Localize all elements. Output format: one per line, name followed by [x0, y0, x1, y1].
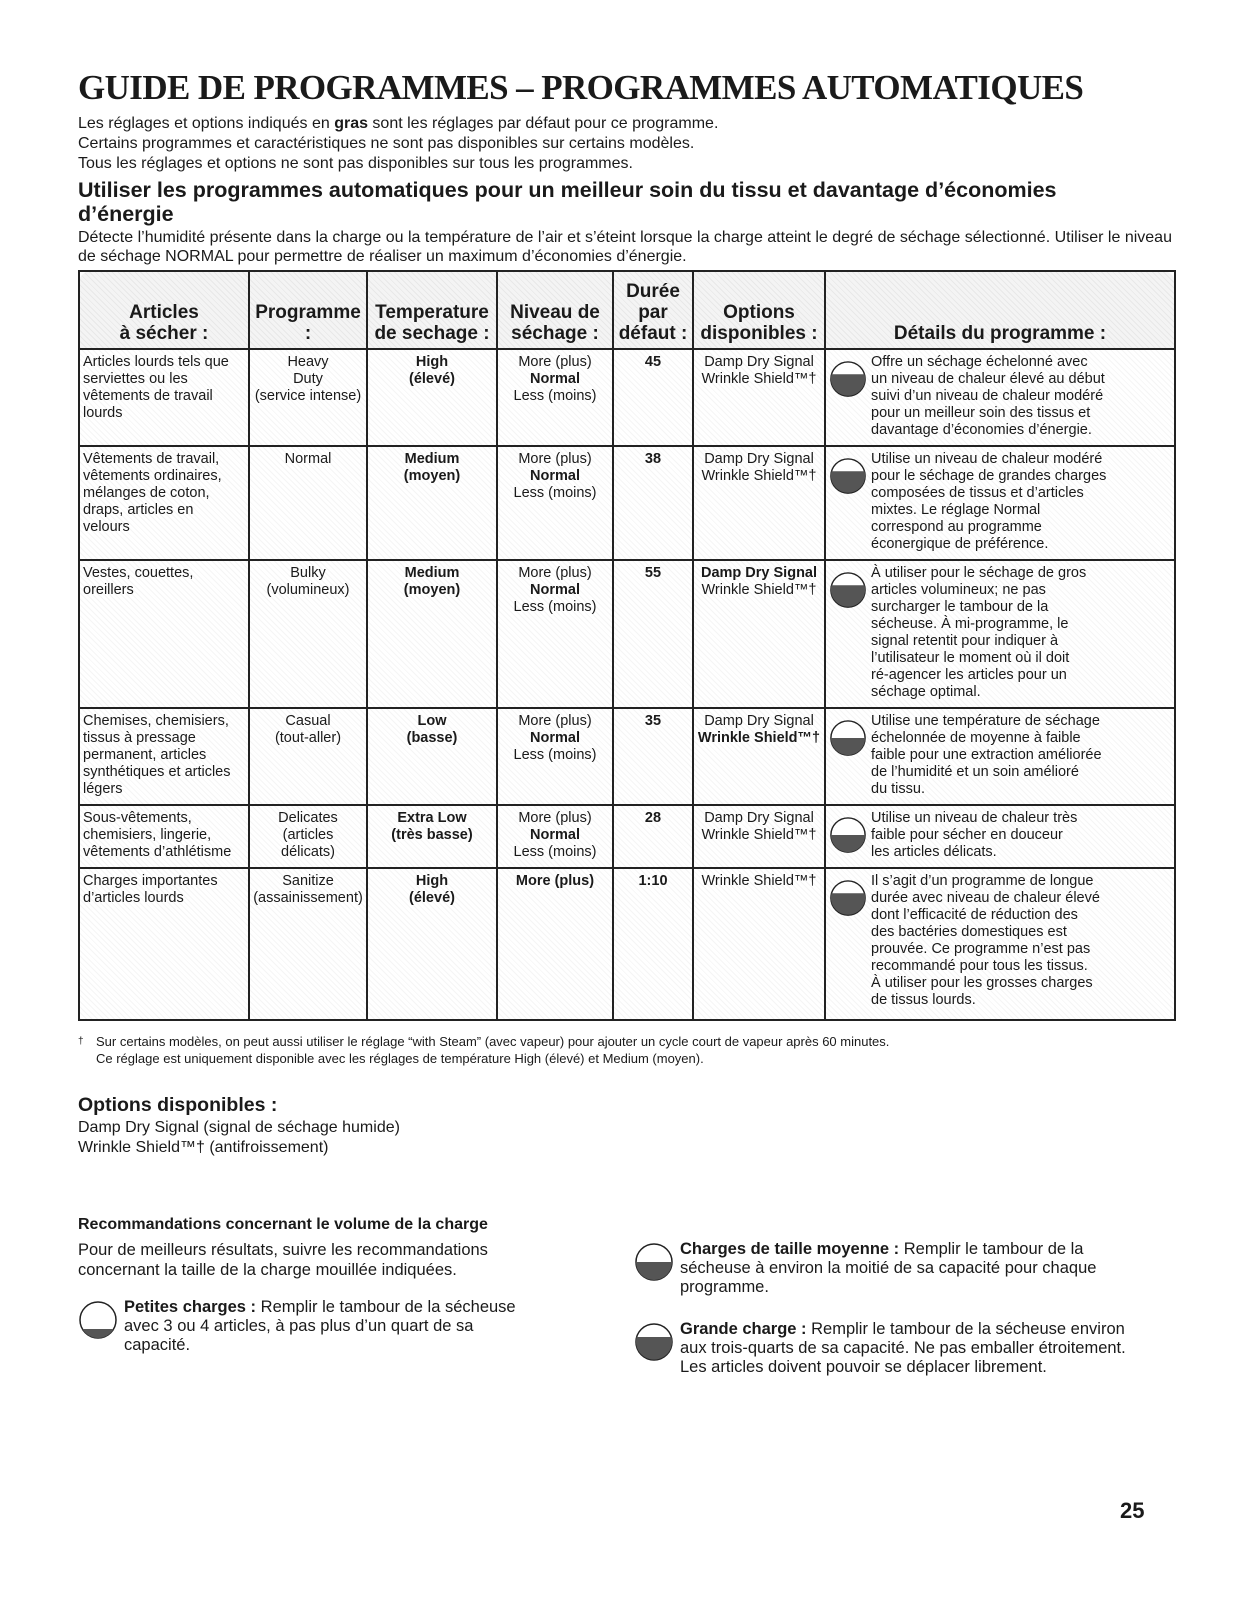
cell-details: Utilise une température de séchage échelonnée de moyenne à faible faible pour une extraction améliorée de l’humidité et un soin amélioré du tissu. [825, 708, 1175, 805]
cell-articles: Chemises, chemisiers, tissus à pressage permanent, articles synthétiques et articles légers [79, 708, 249, 805]
recommendations-title: Recommandations concernant le volume de la charge [78, 1216, 488, 1233]
cell-options: Damp Dry Signal Wrinkle Shield™† [693, 708, 825, 805]
cell-details: À utiliser pour le séchage de gros articles volumineux; ne pas surcharger le tambour de la sécheuse. À mi-programme, le signal retentit pour indiquer à l’utilisateur le moment où il doit ré-agencer les articles pour un séchage optimal. [825, 560, 1175, 708]
cell-temperature: Extra Low (très basse) [367, 805, 497, 868]
cell-programme: Delicates (articles délicats) [249, 805, 367, 868]
large-load-icon [634, 1322, 674, 1362]
cell-programme: Sanitize (assainissement) [249, 868, 367, 1020]
footnote-line-2: Ce réglage est uniquement disponible avec les réglages de température High (élevé) et Medium (moyen). [96, 1051, 704, 1066]
medium-load-icon [829, 816, 867, 854]
large-load-icon [829, 571, 867, 609]
recommendations-intro: Pour de meilleurs résultats, suivre les recommandations concernant la taille de la charge mouillée indiquées. [78, 1241, 488, 1279]
cell-niveau: More (plus) Normal Less (moins) [497, 446, 613, 560]
large-load-recommendation: Grande charge : Remplir le tambour de la sécheuse environ aux trois-quarts de sa capacité. Ne pas emballer étroitement. Les articles doivent pouvoir se déplacer librement. [634, 1320, 1134, 1377]
cell-temperature: Low (basse) [367, 708, 497, 805]
cell-temperature: High (élevé) [367, 349, 497, 446]
cell-niveau: More (plus) [497, 868, 613, 1020]
cell-articles: Vestes, couettes, oreillers [79, 560, 249, 708]
bold-keyword: gras [334, 115, 368, 132]
medium-load-recommendation: Charges de taille moyenne : Remplir le tambour de la sécheuse à environ la moitié de sa capacité pour chaque programme. [634, 1240, 1134, 1297]
header-details: Détails du programme : [825, 271, 1175, 349]
cell-niveau: More (plus) Normal Less (moins) [497, 560, 613, 708]
intro-line-2: Certains programmes et caractéristiques ne sont pas disponibles sur certains modèles. [78, 135, 695, 152]
page-title: GUIDE DE PROGRAMMES – PROGRAMMES AUTOMATIQUES [78, 68, 1084, 107]
table-row [79, 349, 1175, 446]
cell-details: Il s’agit d’un programme de longue durée avec niveau de chaleur élevé dont l’efficacité de réduction des des bactéries domestiques est prouvée. Ce programme n’est pas recommandé pour tous les tissus. À utiliser pour les grosses charges de tissus lourds. [825, 868, 1175, 1020]
cell-niveau: More (plus) Normal Less (moins) [497, 349, 613, 446]
large-load-icon [829, 360, 867, 398]
cell-duree: 1:10 [613, 868, 693, 1020]
footnote [78, 1033, 889, 1067]
cell-duree: 38 [613, 446, 693, 560]
cell-articles: Charges importantes d’articles lourds [79, 868, 249, 1020]
cell-niveau: More (plus) Normal Less (moins) [497, 805, 613, 868]
cell-programme: Normal [249, 446, 367, 560]
footnote-line-1: † Sur certains modèles, on peut aussi utiliser le réglage “with Steam” (avec vapeur) pour ajouter un cycle court de vapeur après 60 minutes. [78, 1034, 890, 1049]
table-row [79, 446, 1175, 560]
cell-duree: 28 [613, 805, 693, 868]
cell-details: Offre un séchage échelonné avec un niveau de chaleur élevé au début suivi d’un niveau de chaleur modéré pour un meilleur soin des tissus et davantage d’économies d’énergie. [825, 349, 1175, 446]
intro-line-3: Tous les réglages et options ne sont pas disponibles sur tous les programmes. [78, 155, 633, 172]
header-niveau: Niveau de séchage : [497, 271, 613, 349]
small-load-recommendation: Petites charges : Remplir le tambour de la sécheuse avec 3 ou 4 articles, à pas plus d’un quart de sa capacité. [78, 1298, 518, 1355]
list-item: Wrinkle Shield™† (antifroissement) [78, 1139, 329, 1156]
cell-niveau: More (plus) Normal Less (moins) [497, 708, 613, 805]
medium-load-icon [829, 719, 867, 757]
section-description: Détecte l’humidité présente dans la charge ou la température de l’air et s’éteint lorsque la charge atteint le degré de séchage sélectionné. Utiliser le niveau de séchage NORMAL pour permettre de réaliser un maximum d’économies d’énergie. [78, 229, 1172, 265]
cell-temperature: High (élevé) [367, 868, 497, 1020]
cell-temperature: Medium (moyen) [367, 446, 497, 560]
large-load-icon [829, 457, 867, 495]
cell-temperature: Medium (moyen) [367, 560, 497, 708]
cell-options: Damp Dry Signal Wrinkle Shield™† [693, 805, 825, 868]
intro-line-1: Les réglages et options indiqués en gras sont les réglages par défaut pour ce programme. [78, 115, 719, 132]
cell-articles: Sous-vêtements, chemisiers, lingerie, vêtements d’athlétisme [79, 805, 249, 868]
options-list [78, 1118, 400, 1158]
cell-duree: 35 [613, 708, 693, 805]
table-row [79, 708, 1175, 805]
list-item: Damp Dry Signal (signal de séchage humide) [78, 1119, 400, 1136]
cell-articles: Articles lourds tels que serviettes ou les vêtements de travail lourds [79, 349, 249, 446]
medium-load-icon [634, 1242, 674, 1282]
cell-details: Utilise un niveau de chaleur modéré pour le séchage de grandes charges composées de tissus et d’articles mixtes. Le réglage Normal correspond au programme éconergique de préférence. [825, 446, 1175, 560]
header-options: Options disponibles : [693, 271, 825, 349]
table-row [79, 868, 1175, 1020]
table-row [79, 560, 1175, 708]
cell-options: Damp Dry Signal Wrinkle Shield™† [693, 446, 825, 560]
page-number: 25 [1120, 1498, 1145, 1523]
cell-programme: Heavy Duty (service intense) [249, 349, 367, 446]
options-title: Options disponibles : [78, 1094, 278, 1116]
header-programme: Programme : [249, 271, 367, 349]
cell-articles: Vêtements de travail, vêtements ordinaires, mélanges de coton, draps, articles en velours [79, 446, 249, 560]
cell-programme: Casual (tout-aller) [249, 708, 367, 805]
cell-details: Utilise un niveau de chaleur très faible pour sécher en douceur les articles délicats. [825, 805, 1175, 868]
cell-duree: 45 [613, 349, 693, 446]
cell-options: Damp Dry Signal Wrinkle Shield™† [693, 349, 825, 446]
table-header-row [79, 271, 1175, 349]
table-row [79, 805, 1175, 868]
header-temperature: Temperature de sechage : [367, 271, 497, 349]
intro-text [78, 114, 718, 174]
large-load-icon [829, 879, 867, 917]
cell-options: Wrinkle Shield™† [693, 868, 825, 1020]
cell-duree: 55 [613, 560, 693, 708]
header-duree: Durée par défaut : [613, 271, 693, 349]
header-articles: Articles à sécher : [79, 271, 249, 349]
cell-programme: Bulky (volumineux) [249, 560, 367, 708]
small-load-icon [78, 1300, 118, 1340]
cell-options: Damp Dry Signal Wrinkle Shield™† [693, 560, 825, 708]
program-guide-table [78, 270, 1176, 1021]
section-subheading: Utiliser les programmes automatiques pour un meilleur soin du tissu et davantage d’économies d’énergie [78, 178, 1057, 226]
